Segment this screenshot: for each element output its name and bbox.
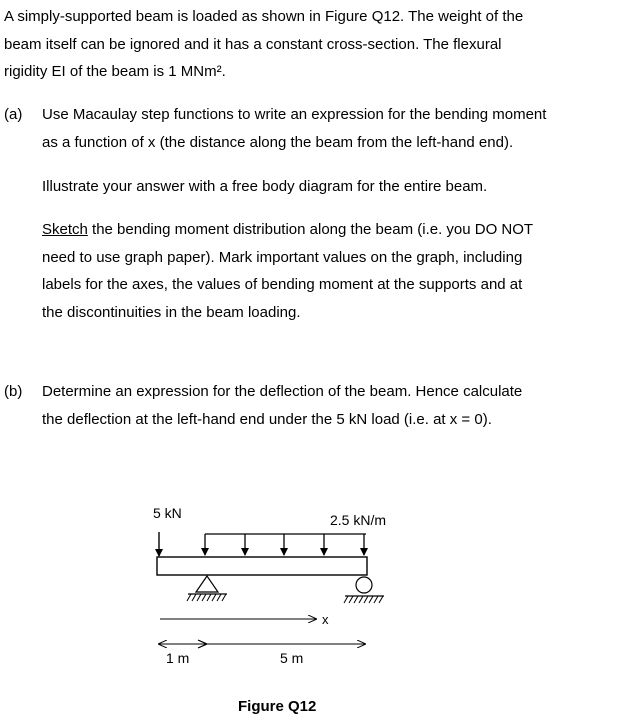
roller-support (356, 577, 372, 593)
point-load-label: 5 kN (153, 505, 182, 521)
intro-line: rigidity EI of the beam is 1 MNm². (4, 63, 226, 80)
dim-right-label: 5 m (280, 650, 304, 666)
part-a-label: (a) (4, 106, 23, 123)
text-line: Use Macaulay step functions to write an expression for the bending moment (42, 106, 547, 123)
beam (157, 557, 367, 575)
text-line: labels for the axes, the values of bending moment at the supports and at (42, 276, 523, 293)
pin-support (196, 576, 218, 592)
figure-caption: Figure Q12 (238, 698, 317, 715)
part-b-label: (b) (4, 383, 23, 400)
x-axis-label: x (322, 612, 329, 627)
text-line: the deflection at the left-hand end under the 5 kN load (i.e. at x = 0). (42, 410, 492, 428)
ground-hatch (344, 596, 383, 603)
dim-tick (198, 644, 207, 648)
dim-tick (198, 640, 207, 644)
text-line: the discontinuities in the beam loading. (42, 303, 301, 321)
sketch-word: Sketch (42, 221, 88, 238)
text-line: need to use graph paper). Mark important values on the graph, including (42, 248, 523, 266)
ground-hatch (187, 594, 226, 601)
udl-label: 2.5 kN/m (330, 512, 387, 528)
intro-line: A simply-supported beam is loaded as shown in Figure Q12. The weight of the (4, 8, 524, 25)
intro-line: beam itself can be ignored and it has a constant cross-section. The flexural (4, 35, 502, 53)
text-line: as a function of x (the distance along the beam from the left-hand end). (42, 133, 514, 151)
text-line: Determine an expression for the deflection of the beam. Hence calculate (42, 383, 523, 400)
dim-left-label: 1 m (166, 650, 190, 666)
text-fragment: the bending moment distribution along the beam (i.e. you DO NOT (87, 221, 534, 238)
text-line: Illustrate your answer with a free body diagram for the entire beam. (42, 178, 488, 195)
